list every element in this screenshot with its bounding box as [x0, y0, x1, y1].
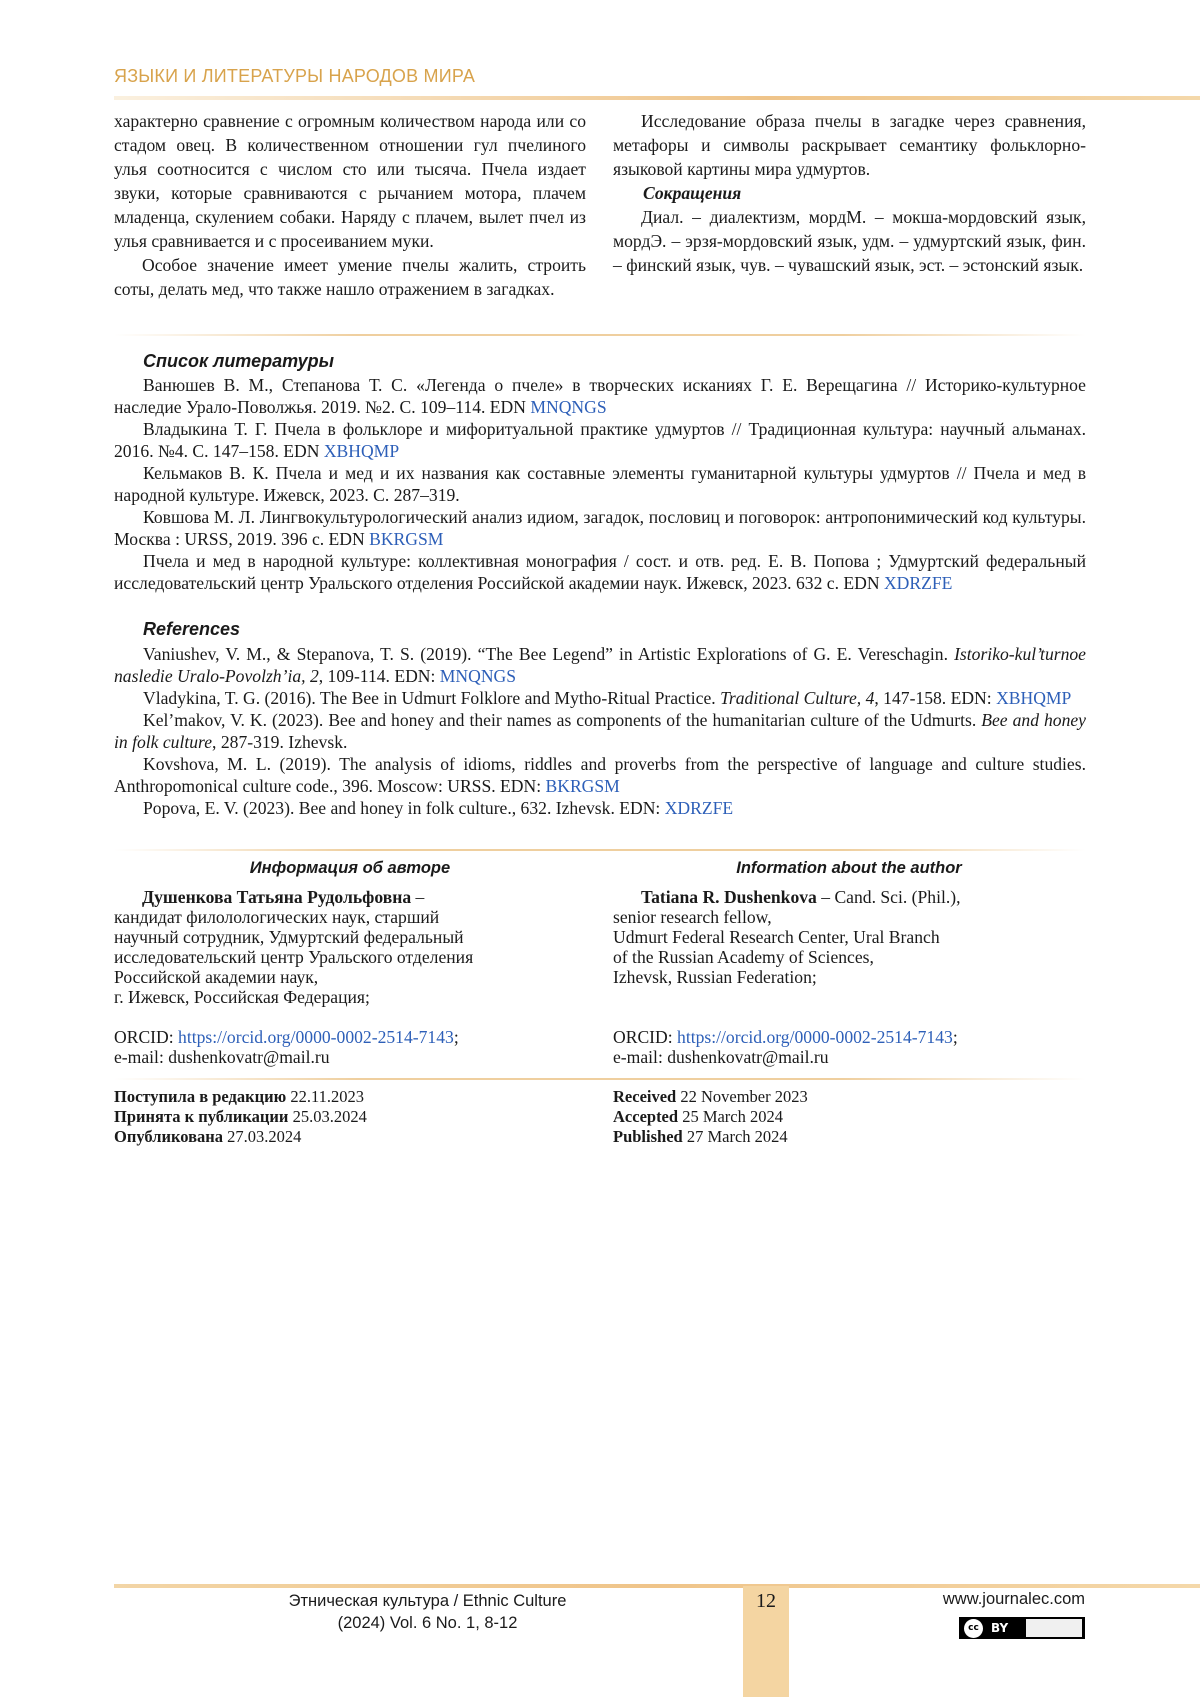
- literature-item: Ванюшев В. М., Степанова Т. С. «Легенда о пчеле» в творческих исканиях Г. Е. Верещагина // Историко-культурное наследие Урало-Поволжья. 2019. №2. С. 109–114. EDN MNQNGS: [114, 375, 1086, 417]
- author-info-ru: Душенкова Татьяна Рудольфовна – кандидат филолологических наук, старший научный сотрудник, Удмуртский федеральный исследовательский центр Уральского отделения Российской академии наук, г. Ижевск, Российская Федерация; ORCID: https://orcid.org/0000-0002-2514-7143; e-mail: dushenkovatr@mail.ru: [114, 887, 586, 1067]
- section-divider: [114, 849, 1086, 851]
- author-info-heading-ru: Информация об авторе: [249, 859, 451, 877]
- literature-item: Пчела и мед в народной культуре: коллективная монография / сост. и отв. ред. Е. В. Попова ; Удмуртский федеральный исследовательский центр Уральского отделения Российской академии наук. Ижевск, 2023. 632 с. EDN XDRZFE: [114, 551, 1086, 593]
- edn-link[interactable]: XBHQMP: [996, 688, 1072, 708]
- body-right-column: [613, 109, 1086, 277]
- by-label: BY: [991, 1621, 1009, 1635]
- section-divider: [114, 334, 1086, 336]
- cc-by-license-badge[interactable]: [959, 1617, 1085, 1639]
- publication-dates-ru: Поступила в редакцию 22.11.2023 Принята к публикации 25.03.2024 Опубликована 27.03.2024: [114, 1087, 367, 1146]
- edn-link[interactable]: XBHQMP: [323, 441, 400, 461]
- edn-link[interactable]: MNQNGS: [530, 397, 607, 417]
- reference-item: Kel’makov, V. K. (2023). Bee and honey and their names as components of the humanitarian culture of the Udmurts. Bee and honey in folk culture, 287-319. Izhevsk.: [114, 710, 1086, 752]
- author-name: Tatiana R. Dushenkova: [641, 887, 817, 907]
- section-divider: [114, 1078, 1086, 1080]
- running-header: ЯЗЫКИ И ЛИТЕРАТУРЫ НАРОДОВ МИРА: [114, 66, 476, 86]
- references-heading: References: [143, 619, 241, 639]
- literature-heading: Список литературы: [143, 351, 335, 371]
- body-paragraph: Исследование образа пчелы в загадке через сравнения, метафоры и символы раскрывает семантику фольклорно-языковой картины мира удмуртов.: [613, 111, 1086, 179]
- badge-blank-panel: [1026, 1619, 1082, 1637]
- author-email[interactable]: e-mail: dushenkovatr@mail.ru: [114, 1047, 330, 1067]
- edn-link[interactable]: BKRGSM: [545, 776, 620, 796]
- cc-icon: cc: [964, 1619, 983, 1638]
- literature-list: [114, 374, 1086, 594]
- header-divider: [114, 96, 1200, 100]
- reference-item: Kovshova, M. L. (2019). The analysis of idioms, riddles and proverbs from the perspective of language and culture studies. Anthropomonical culture code., 396. Moscow: URSS. EDN: BKRGSM: [114, 754, 1086, 796]
- author-info-en: Tatiana R. Dushenkova – Cand. Sci. (Phil.), senior research fellow, Udmurt Federal Research Center, Ural Branch of the Russian Academy of Sciences, Izhevsk, Russian Federation; ORCID: https://orcid.org/0000-0002-2514-7143; e-mail: dushenkovatr@mail.ru: [613, 887, 1085, 1067]
- reference-item: Vaniushev, V. M., & Stepanova, T. S. (2019). “The Bee Legend” in Artistic Explorations of G. E. Vereschagin. Istoriko-kul’turnoe nasledie Uralo-Povolzh’ia, 2, 109-114. EDN: MNQNGS: [114, 644, 1086, 686]
- literature-item: Ковшова М. Л. Лингвокультурологический анализ идиом, загадок, пословиц и поговорок: антропонимический код культуры. Москва : URSS, 2019. 396 с. EDN BKRGSM: [114, 507, 1086, 549]
- body-paragraph: характерно сравнение с огромным количеством народа или со стадом овец. В количественном отношении гул пчелиного улья соотносится с числом сто или тысяча. Пчела издает звуки, которые сравниваются с рычанием мотора, плачем младенца, скулением собаки. Наряду с плачем, вылет пчел из улья сравнивается и с просеиванием муки.: [114, 111, 586, 251]
- orcid-link[interactable]: https://orcid.org/0000-0002-2514-7143: [178, 1027, 454, 1047]
- orcid-link[interactable]: https://orcid.org/0000-0002-2514-7143: [677, 1027, 953, 1047]
- abbreviations-heading: Сокращения: [643, 183, 742, 203]
- author-name: Душенкова Татьяна Рудольфовна: [142, 887, 412, 907]
- author-email[interactable]: e-mail: dushenkovatr@mail.ru: [613, 1047, 829, 1067]
- abbreviations-text: Диал. – диалектизм, мордМ. – мокша-мордовский язык, мордЭ. – эрзя-мордовский язык, удм. – удмуртский язык, фин. – финский язык, чув. – чувашский язык, эст. – эстонский язык.: [613, 207, 1086, 275]
- edn-link[interactable]: BKRGSM: [369, 529, 444, 549]
- footer-divider: [114, 1584, 1200, 1588]
- journal-website[interactable]: www.journalec.com: [942, 1590, 1085, 1608]
- references-list: [114, 643, 1086, 819]
- body-left-column: [114, 109, 586, 301]
- journal-citation: Этническая культура / Ethnic Culture (2024) Vol. 6 No. 1, 8-12: [288, 1592, 567, 1632]
- page-number: 12: [756, 1590, 776, 1612]
- literature-item: Кельмаков В. К. Пчела и мед и их названия как составные элементы гуманитарной культуры удмуртов // Пчела и мед в народной культуре. Ижевск, 2023. С. 287–319.: [114, 463, 1086, 505]
- edn-link[interactable]: MNQNGS: [439, 666, 517, 686]
- literature-item: Владыкина Т. Г. Пчела в фольклоре и мифоритуальной практике удмуртов // Традиционная культура: научный альманах. 2016. №4. С. 147–158. EDN XBHQMP: [114, 419, 1086, 461]
- edn-link[interactable]: XDRZFE: [664, 798, 734, 818]
- author-info-heading-en: Information about the author: [736, 859, 962, 877]
- body-paragraph: Особое значение имеет умение пчелы жалить, строить соты, делать мед, что также нашло отражением в загадках.: [114, 255, 586, 299]
- reference-item: Popova, E. V. (2023). Bee and honey in folk culture., 632. Izhevsk. EDN: XDRZFE: [143, 798, 734, 818]
- edn-link[interactable]: XDRZFE: [883, 573, 953, 593]
- reference-item: Vladykina, T. G. (2016). The Bee in Udmurt Folklore and Mytho-Ritual Practice. Traditional Culture, 4, 147-158. EDN: XBHQMP: [143, 688, 1072, 708]
- publication-dates-en: Received 22 November 2023 Accepted 25 March 2024 Published 27 March 2024: [613, 1087, 808, 1146]
